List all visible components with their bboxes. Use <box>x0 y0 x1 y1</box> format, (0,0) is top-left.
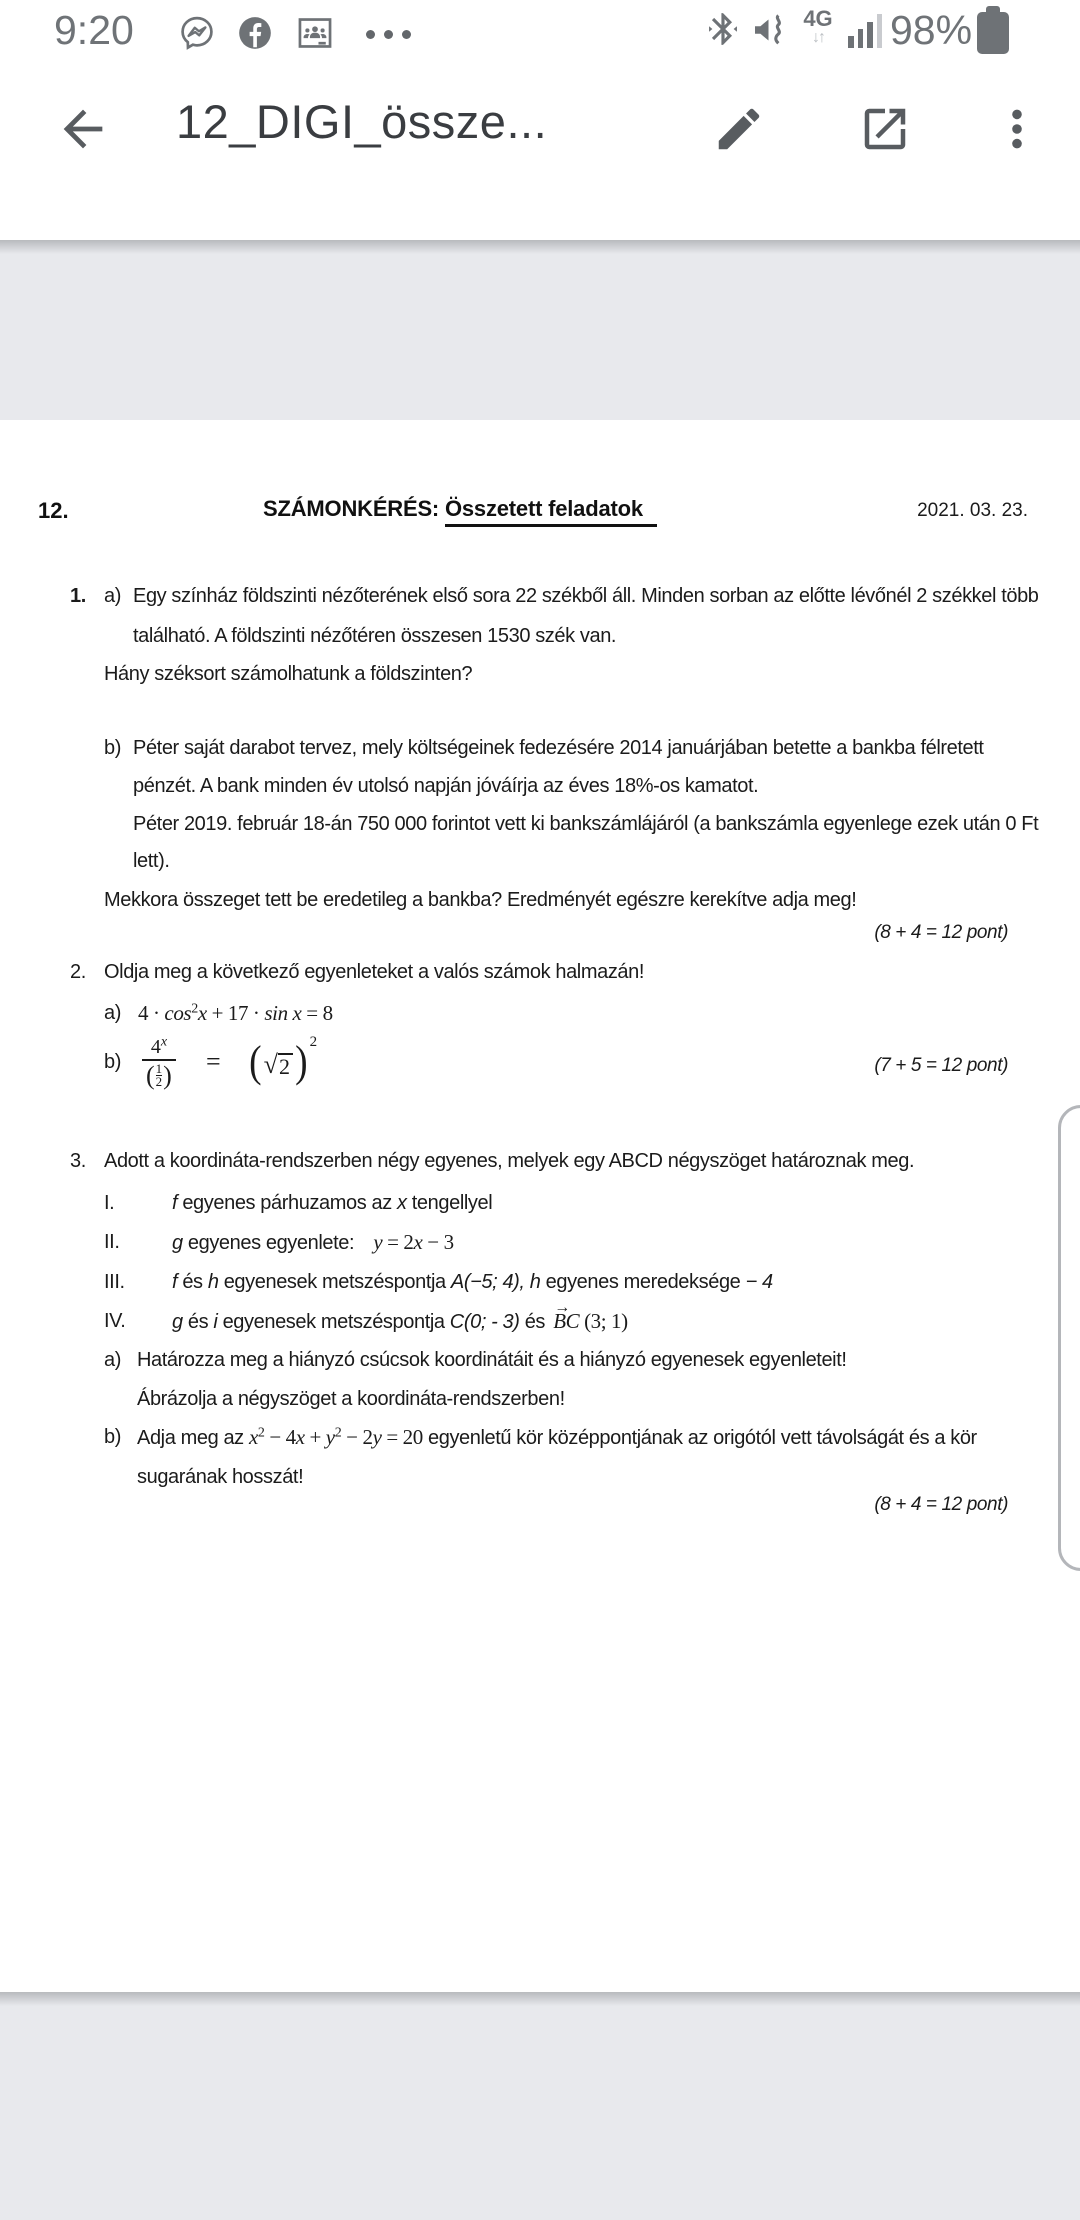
bluetooth-icon <box>704 10 742 48</box>
more-notifications-icon <box>366 30 411 39</box>
signal-icon <box>848 12 882 48</box>
scrollbar-thumb[interactable] <box>1058 1105 1080 1571</box>
battery-percentage: 98% <box>890 7 973 53</box>
battery-icon <box>977 6 1009 54</box>
page-title: SZÁMONKÉRÉS: Összetett feladatok <box>263 496 657 522</box>
clock: 9:20 <box>54 7 134 53</box>
fraction-4x-over-half: 4$^x$ ( 1 2 ) <box>142 1036 176 1088</box>
facebook-icon <box>236 14 274 52</box>
task2-b-equation: b) 4$^x$ ( 1 2 ) = ( √ 2 ) 2 <box>104 1033 318 1090</box>
document-background-bottom <box>0 1992 1080 2220</box>
4g-icon: 4G ↓↑ <box>803 6 833 46</box>
kebab-menu-icon[interactable] <box>992 102 1032 156</box>
back-arrow-icon[interactable] <box>54 100 112 158</box>
document-background-top <box>0 240 1080 420</box>
edit-pencil-icon[interactable] <box>712 102 766 156</box>
document-title: 12_DIGI_össze... <box>176 95 548 148</box>
open-in-new-icon[interactable] <box>858 102 912 156</box>
classroom-icon <box>294 14 336 52</box>
app-bar <box>0 58 1080 240</box>
screen: 9:20 4G ↓↑ 98% 12_DIGI_össze... 12. SZÁMONKÉRÉS: Összetett feladatok 2021. 03. 23. 1. a) Egy színház földszinti nézőterének első sora 22 székből áll. Minden sorban az előtte lévőnél 2 székkel több található. A földszinti nézőtéren összesen 1530 szék van. Hány széksort számolhatunk a földszinten? b) Péter saját darabot tervez, mely költségeinek fedezésére 2014 januárjában betette a bankba félretett pénzét. A bank minden év utolsó napján jóváírja az éves 18%-os kamatot. Péter 2019. február 18-án 750 000 forintot vett ki bankszámlájáról (a bankszámla egyenlege ezek után 0 Ft lett). Mekkora összeget tett be eredetileg a bankba? Eredményét egészre kerekítve adja meg! (8 + 4 = 12 pont) 2. Oldja meg a következő egyenleteket a valós számok halmazán! a) $4 \cdot \cos^2x + 17 \cdot \sin x = 8$ b) 4$^x$ ( 1 2 ) = ( √ 2 ) 2 (7 + 5 = 12 pont) 3. Adott a koordináta-rendszerben négy egyenes, melyek egy ABCD négyszöget határoznak meg. I. f egyenes párhuzamos az x tengellyel II. g egyenes egyenlete: y = 2x − 3 III. f és h egyenesek metszéspontja A(−5; 4), h egyenes meredeksége − 4 IV. g és i egyenesek metszéspontja C(0; - 3) és BC → (3; 1) a) Határozza meg a hiányzó csúcsok koordinátáit és a hiányzó egyenesek egyenleteit! Ábrázolja a négyszöget a koordináta-rendszerben! b) Adja meg az $x^2 - 4x + y^2 - 2y = 20$ egyenletű kör középpontjának az origótól vett távolságát és a kör sugarának hosszát! (8 + 4 = 12 pont) <box>0 0 1080 2220</box>
messenger-icon <box>178 14 216 52</box>
status-bar <box>0 0 1080 58</box>
date: 2021. 03. 23. <box>917 500 1028 521</box>
title-underlined: Összetett feladatok <box>445 496 657 527</box>
sqrt2-squared: ( √ 2 ) 2 <box>249 1033 318 1086</box>
lesson-number: 12. <box>38 498 69 523</box>
document-page <box>0 420 1080 1992</box>
mute-vibrate-icon <box>748 12 792 50</box>
